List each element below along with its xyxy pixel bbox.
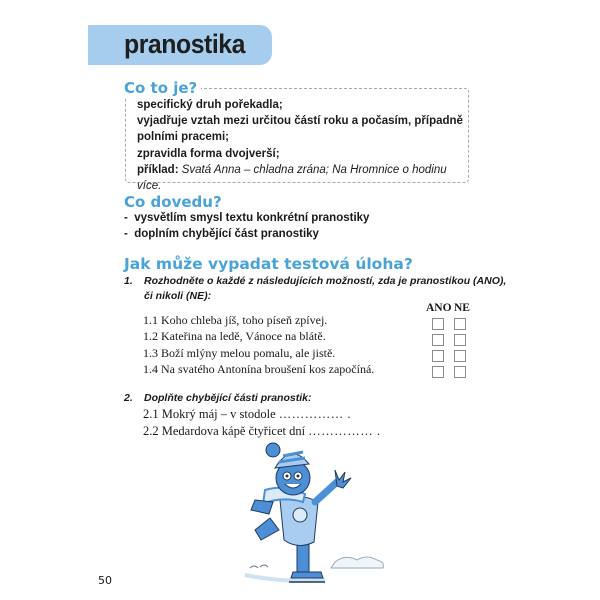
task1-number: 1. [124, 275, 133, 287]
task2-instruction [124, 391, 311, 406]
definition-line: polními pracemi; [137, 131, 230, 144]
checkbox-1-2-ano[interactable] [432, 334, 444, 346]
skill-item: - vysvětlím smysl textu konkrétní pranostiky [124, 211, 369, 227]
what-is-heading: Co to je? [124, 79, 201, 97]
task1-item: 1.1 Koho chleba jíš, toho píseň zpívej. [143, 313, 328, 327]
skills-list [124, 211, 369, 242]
example-label: příklad: [137, 163, 179, 176]
definition-line: vyjadřuje vztah mezi určitou částí roku a počasím, případně [137, 115, 463, 128]
title-banner [88, 25, 272, 65]
checkbox-1-1-ne[interactable] [454, 318, 466, 330]
task1-line1: Rozhodněte o každé z následujících možností, zda je pranostikou (ANO), [144, 275, 507, 287]
task1-item: 1.2 Kateřina na ledě, Vánoce na blátě. [143, 329, 326, 344]
task2-number: 2. [124, 392, 133, 404]
page-number: 50 [98, 574, 112, 587]
skill-item: - doplním chybějící část pranostiky [124, 227, 369, 243]
checkbox-1-4-ano[interactable] [432, 366, 444, 378]
task2-text: Doplňte chybějící části pranostik: [144, 392, 312, 404]
task2-item-text: 2.1 Mokrý máj – v stodole [143, 407, 279, 421]
test-heading: Jak může vypadat testová úloha? [124, 255, 417, 273]
checkbox-1-3-ano[interactable] [432, 350, 444, 362]
task1-instruction [124, 274, 506, 304]
checkbox-1-2-ne[interactable] [454, 334, 466, 346]
definition-line: specifický druh pořekadla; [137, 99, 283, 111]
page-title: pranostika [124, 29, 246, 59]
task1-line2: či nikoli (NE): [144, 290, 212, 302]
task2-item [143, 406, 380, 423]
task2-item [143, 423, 380, 440]
col-no-header: NE [454, 302, 470, 314]
checkbox-1-1-ano[interactable] [432, 318, 444, 330]
checkbox-1-3-ne[interactable] [454, 350, 466, 362]
skills-heading: Co dovedu? [124, 193, 226, 211]
task2-items [143, 406, 380, 440]
task1-item: 1.3 Boží mlýny melou pomalu, ale jistě. [143, 345, 336, 360]
checkbox-1-4-ne[interactable] [454, 366, 466, 378]
task1-item: 1.4 Na svatého Antonína broušení kos započíná. [143, 361, 375, 376]
task2-item-text: 2.2 Medardova kápě čtyřicet dní [143, 424, 309, 438]
col-yes-header: ANO [426, 302, 452, 314]
ice-skater-mascot-icon [225, 440, 405, 595]
definition-line: zpravidla forma dvojverší; [137, 147, 280, 160]
answer-blank[interactable]: …………… . [308, 424, 381, 438]
example-line [137, 162, 467, 194]
task1-items [143, 312, 374, 377]
example-text: Svatá Anna – chladna zrána; Na Hromnice o hodinu více. [137, 163, 447, 193]
answer-blank[interactable]: …………… . [278, 407, 352, 421]
definition-lines [137, 97, 467, 194]
